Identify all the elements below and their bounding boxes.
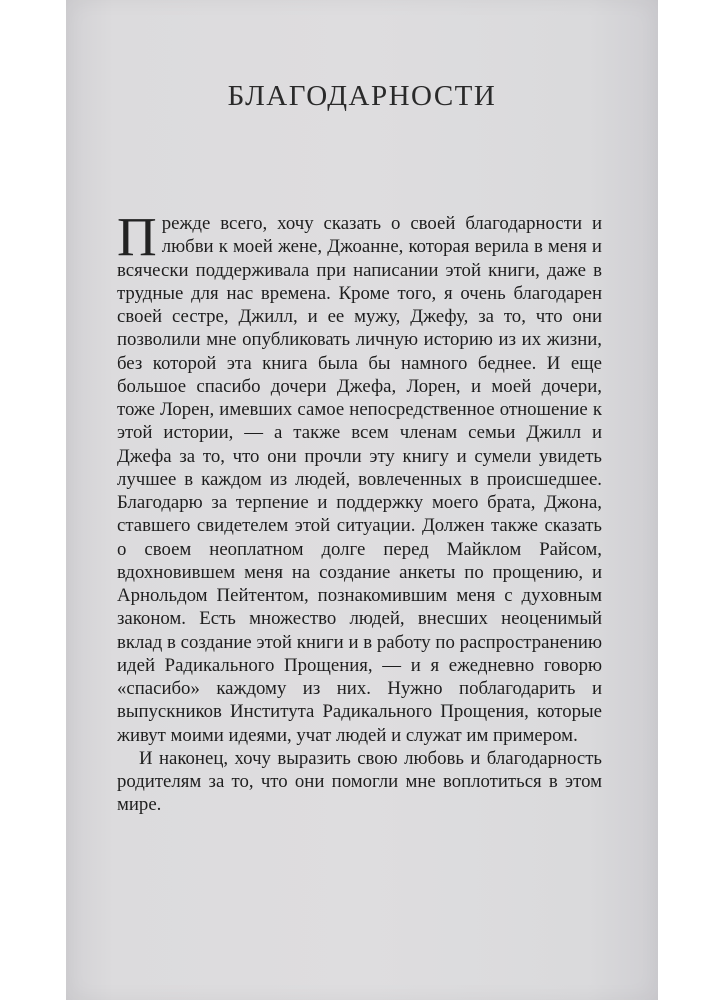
book-page [66,0,658,1000]
paragraph-2-text: И наконец, хочу выразить свою любовь и благодарность родителям за то, что они помогли мне воплотиться в этом мире. [117,747,602,816]
paragraph-1-text: режде всего, хочу сказать о своей благодарности и любви к моей жене, Джоанне, которая верила в меня и всячески поддерживала при написании этой книги, даже в трудные для нас времена. Кроме того, я очень благодарен своей сестре, Джилл, и ее мужу, Джефу, за то, что они позволили мне опубликовать личную историю из их жизни, без которой эта книга была бы намного беднее. И еще большое спасибо дочери Джефа, Лорен, и моей дочери, тоже Лорен, имевших самое непосредственное отношение к этой истории, — а также всем членам семьи Джилл и Джефа за то, что они прочли эту книгу и сумели увидеть лучшее в каждом из людей, вовлеченных в происшедшее. Благодарю за терпение и поддержку моего брата, Джона, ставшего свидетелем этой ситуации. Должен также сказать о своем неоплатном долге перед Майклом Райсом, вдохновившем меня на создание анкеты по прощению, и Арнольдом Пейтентом, познакомившим меня с духовным законом. Есть множество людей, внесших неоценимый вклад в создание этой книги и в работу по распространению идей Радикального Прощения, — и я ежедневно говорю «спасибо» каждому из них. Нужно поблагодарить и выпускников Института Радикального Прощения, которые живут моими идеями, учат людей и служат им примером. [117,213,602,746]
drop-cap: П [117,206,157,267]
page-title: БЛАГОДАРНОСТИ [227,80,497,112]
paragraph-2 [117,747,602,817]
body-text [117,206,602,817]
paragraph-1 [117,206,602,747]
